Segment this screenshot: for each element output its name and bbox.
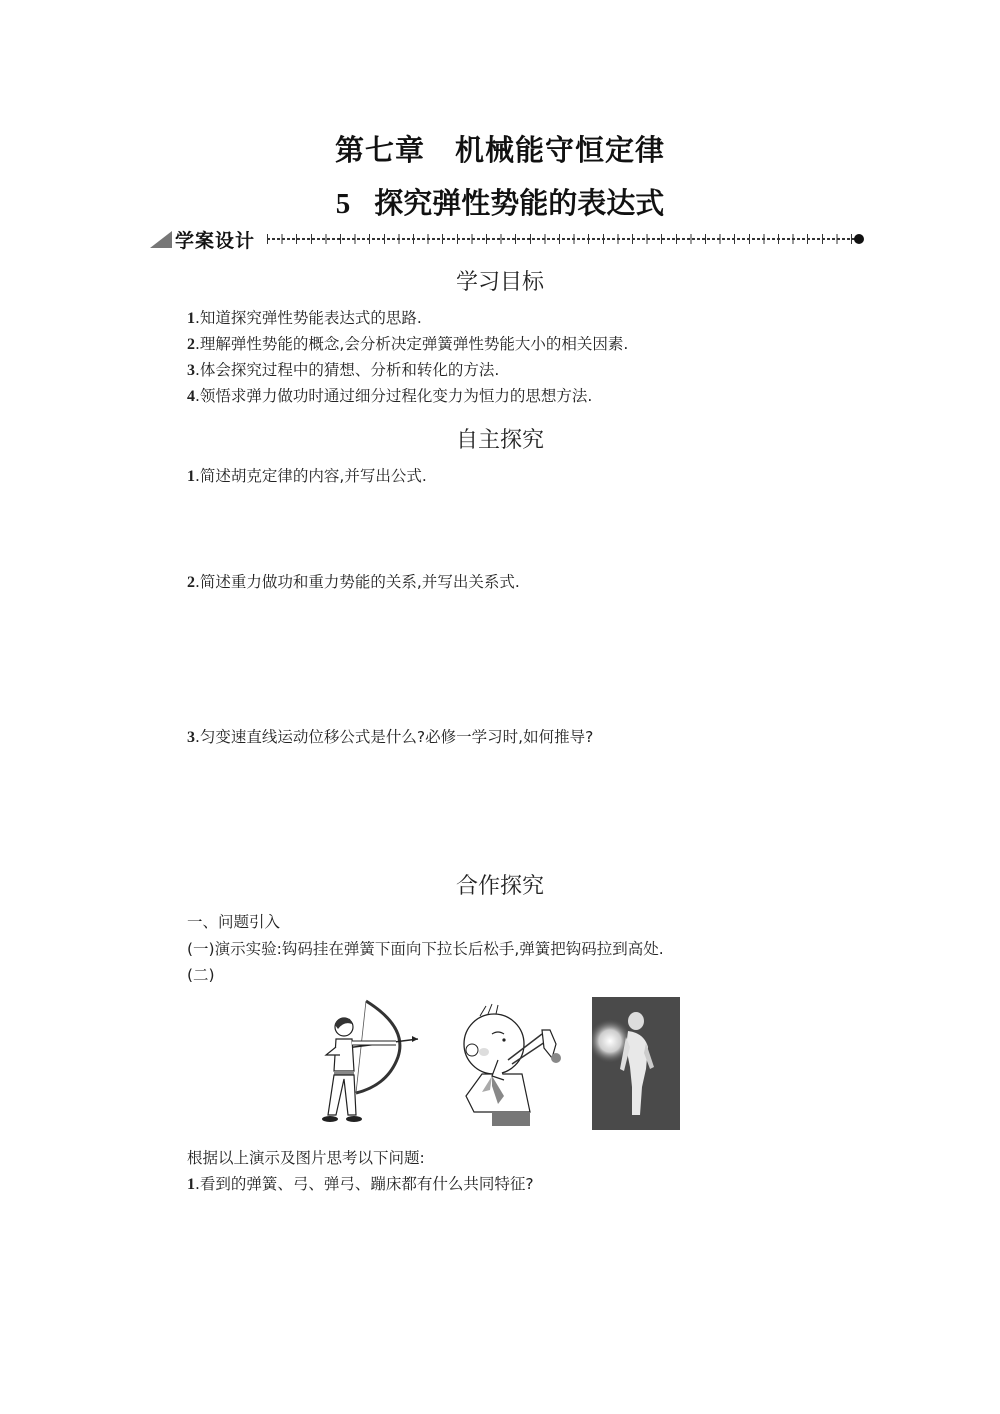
archer-icon <box>318 997 422 1125</box>
self-study-heading: 自主探究 <box>455 428 544 453</box>
question-number: 2 <box>187 574 195 591</box>
slingshot-image <box>452 1000 564 1128</box>
goal-item <box>187 308 422 329</box>
goal-item <box>187 334 628 355</box>
trampoline-photo <box>592 997 680 1130</box>
goal-number: 1 <box>187 310 195 327</box>
goal-text: .领悟求弹力做功时通过细分过程化变力为恒力的思想方法. <box>195 387 593 405</box>
goal-item <box>187 386 592 407</box>
demo-experiment-text: (一)演示实验:钩码挂在弹簧下面向下拉长后松手,弹簧把钩码拉到高处. <box>187 940 664 958</box>
banner-label: 学案设计 <box>175 230 256 252</box>
part-title: 一、问题引入 <box>187 913 281 931</box>
question-text: .简述重力做功和重力势能的关系,并写出关系式. <box>195 573 520 591</box>
divider-ticks <box>267 234 857 244</box>
question-number: 1 <box>187 1176 195 1193</box>
goal-number: 3 <box>187 362 195 379</box>
question-item <box>187 727 593 748</box>
reflection-prompt: 根据以上演示及图片思考以下问题: <box>187 1149 425 1167</box>
learning-goals-heading: 学习目标 <box>455 270 544 295</box>
section-title-text: 探究弹性势能的表达式 <box>374 186 665 220</box>
question-number: 3 <box>187 729 195 746</box>
goal-number: 4 <box>187 388 195 405</box>
section-title <box>0 181 1000 222</box>
slingshot-icon <box>452 1000 564 1128</box>
goal-number: 2 <box>187 336 195 353</box>
question-item <box>187 572 520 593</box>
question-text: .匀变速直线运动位移公式是什么?必修一学习时,如何推导? <box>195 728 594 746</box>
question-text: .看到的弹簧、弓、弹弓、蹦床都有什么共同特征? <box>195 1175 534 1193</box>
question-number: 1 <box>187 468 195 485</box>
section-number: 5 <box>335 188 351 220</box>
question-item <box>187 466 427 487</box>
section-banner <box>150 226 866 254</box>
question-item <box>187 1174 534 1195</box>
goal-text: .知道探究弹性势能表达式的思路. <box>195 309 422 327</box>
bullet-dot-icon <box>854 234 864 244</box>
trampoline-jumper-icon <box>592 997 680 1130</box>
archer-image <box>318 997 422 1125</box>
demo-two-label: (二) <box>187 966 215 984</box>
goal-text: .体会探究过程中的猜想、分析和转化的方法. <box>195 361 500 379</box>
triangle-icon <box>150 231 172 248</box>
chapter-title: 第七章 机械能守恒定律 <box>334 133 665 167</box>
question-text: .简述胡克定律的内容,并写出公式. <box>195 467 427 485</box>
goal-text: .理解弹性势能的概念,会分析决定弹簧弹性势能大小的相关因素. <box>195 335 629 353</box>
cooperative-heading: 合作探究 <box>455 874 544 899</box>
goal-item <box>187 360 499 381</box>
